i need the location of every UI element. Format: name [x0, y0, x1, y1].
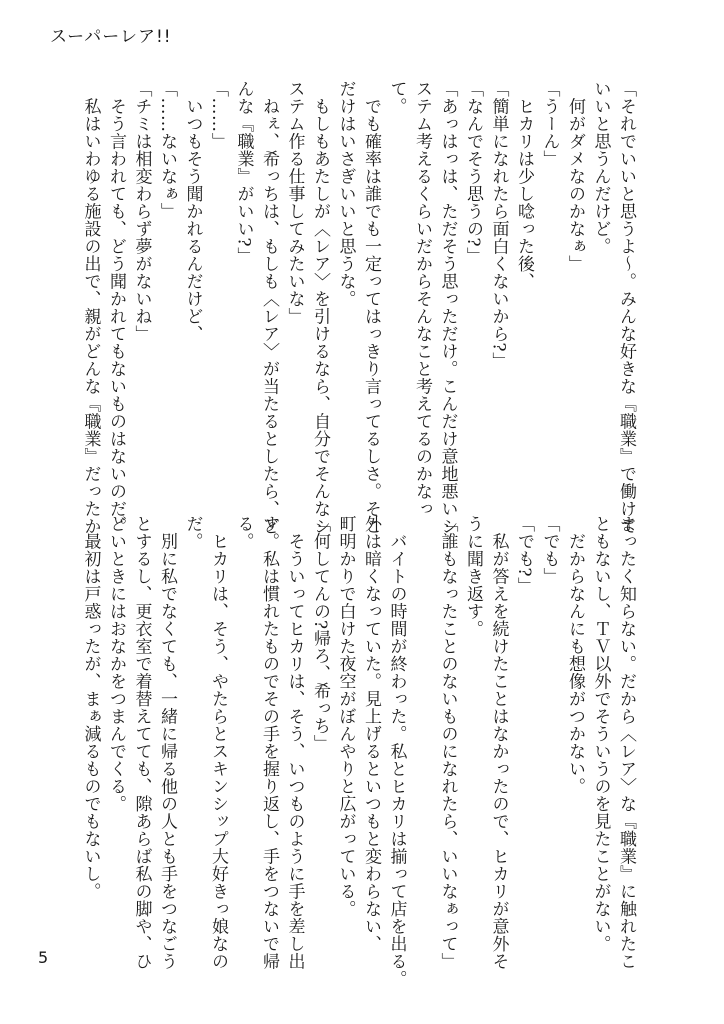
- text-column: 「でも」: [539, 515, 560, 585]
- text-column: す。私は慣れたものでその手を握り返し、手をつないで帰: [259, 515, 279, 970]
- text-column: だからなんにも想像がつかない。: [565, 515, 585, 795]
- text-column: 「それでいいと思うよ～。みんな好きな『職業』で働けて: [616, 80, 636, 535]
- text-column: いいと思うんだけど。: [590, 80, 611, 255]
- text-column: まったく知らない。だから〈レア〉な『職業』に触れたこ: [616, 515, 636, 970]
- text-column: バイトの時間が終わった。私とヒカリは揃って店を出る。: [386, 515, 407, 988]
- text-column: うに聞き返す。: [463, 515, 483, 638]
- text-column: ともないし、ＴＶ以外でそういうのを見たことがない。: [590, 515, 611, 953]
- text-column: る。: [233, 515, 254, 550]
- text-column: 最初は戸惑ったが、まぁ減るものでもないし。: [80, 515, 101, 900]
- text-block-bottom: [38, 515, 638, 988]
- running-head: スーパーレア!!: [50, 27, 172, 47]
- text-column: 「でも?」: [514, 515, 534, 595]
- text-column: 「何してんの?帰ろ、希っち」: [310, 515, 330, 753]
- text-block-top: [38, 80, 638, 535]
- text-column: そう言われても、どう聞かれてもないものはないのだ。: [106, 80, 126, 535]
- text-column: 「……ないなぁ」: [157, 80, 177, 220]
- text-column: ステム作る仕事してみたいな」: [284, 80, 305, 325]
- text-column: そういってヒカリは、そう、いつものように手を差し出: [284, 515, 305, 970]
- text-column: [409, 515, 435, 935]
- text-column: 「……」: [208, 80, 228, 150]
- text-column: ヒカリは少し唸った後、: [514, 80, 534, 290]
- text-column: ヒカリは、そう、やたらとスキンシップ大好きっ娘なの: [208, 515, 228, 970]
- text-column: 外は暗くなっていた。見上げるといつもと変わらない、: [361, 515, 381, 953]
- text-column: 「あっはっは、ただそう思っただけ。こんだけ意地悪いシ: [437, 80, 458, 535]
- text-column: んな『職業』がいい?」: [233, 80, 254, 265]
- text-column: て。: [386, 80, 407, 115]
- text-column: 私はいわゆる施設の出で、親がどんな『職業』だったか: [80, 80, 101, 535]
- text-column: 「なんでそう思うの?」: [463, 80, 483, 265]
- page-number: 5: [38, 948, 49, 967]
- text-column: 「誰もなったことのないものになれたら、いいなぁって」: [437, 515, 458, 970]
- text-column: だけはいさぎいいと思うな。: [335, 80, 356, 308]
- text-column: 何がダメなのかなぁ」: [565, 80, 585, 273]
- text-column: 私が答えを続けたことはなかったので、ヒカリが意外そ: [488, 515, 509, 970]
- text-column: でも確率は誰でも一定ってはっきり言ってるしさ。そこ: [361, 80, 381, 535]
- text-column: どいときにはおなかをつまんでくる。: [106, 515, 126, 813]
- text-column: ステム考えるくらいだからそんなこと考えてるのかなっ: [412, 80, 432, 518]
- text-column: とするし、更衣室で着替えてても、隙あらば私の脚や、ひ: [131, 515, 152, 970]
- text-column: 別に私でなくても、一緒に帰る他の人とも手をつなごう: [157, 515, 177, 970]
- text-column: 「チミは相変わらず夢がないね」: [131, 80, 152, 343]
- text-column: いつもそう聞かれるんだけど、: [182, 80, 203, 343]
- text-column: 町明かりで白けた夜空がぼんやりと広がっている。: [335, 515, 356, 918]
- text-column: ねぇ、希っちは、もしも〈レア〉が当たるとしたら、ど: [259, 80, 279, 535]
- text-column: だ。: [182, 515, 203, 550]
- text-column: もしもあたしが〈レア〉を引けるなら、自分でそんなシ: [310, 80, 330, 535]
- text-column: 「うーん」: [539, 80, 560, 168]
- text-column: 「簡単になれたら面白くないから?」: [488, 80, 509, 370]
